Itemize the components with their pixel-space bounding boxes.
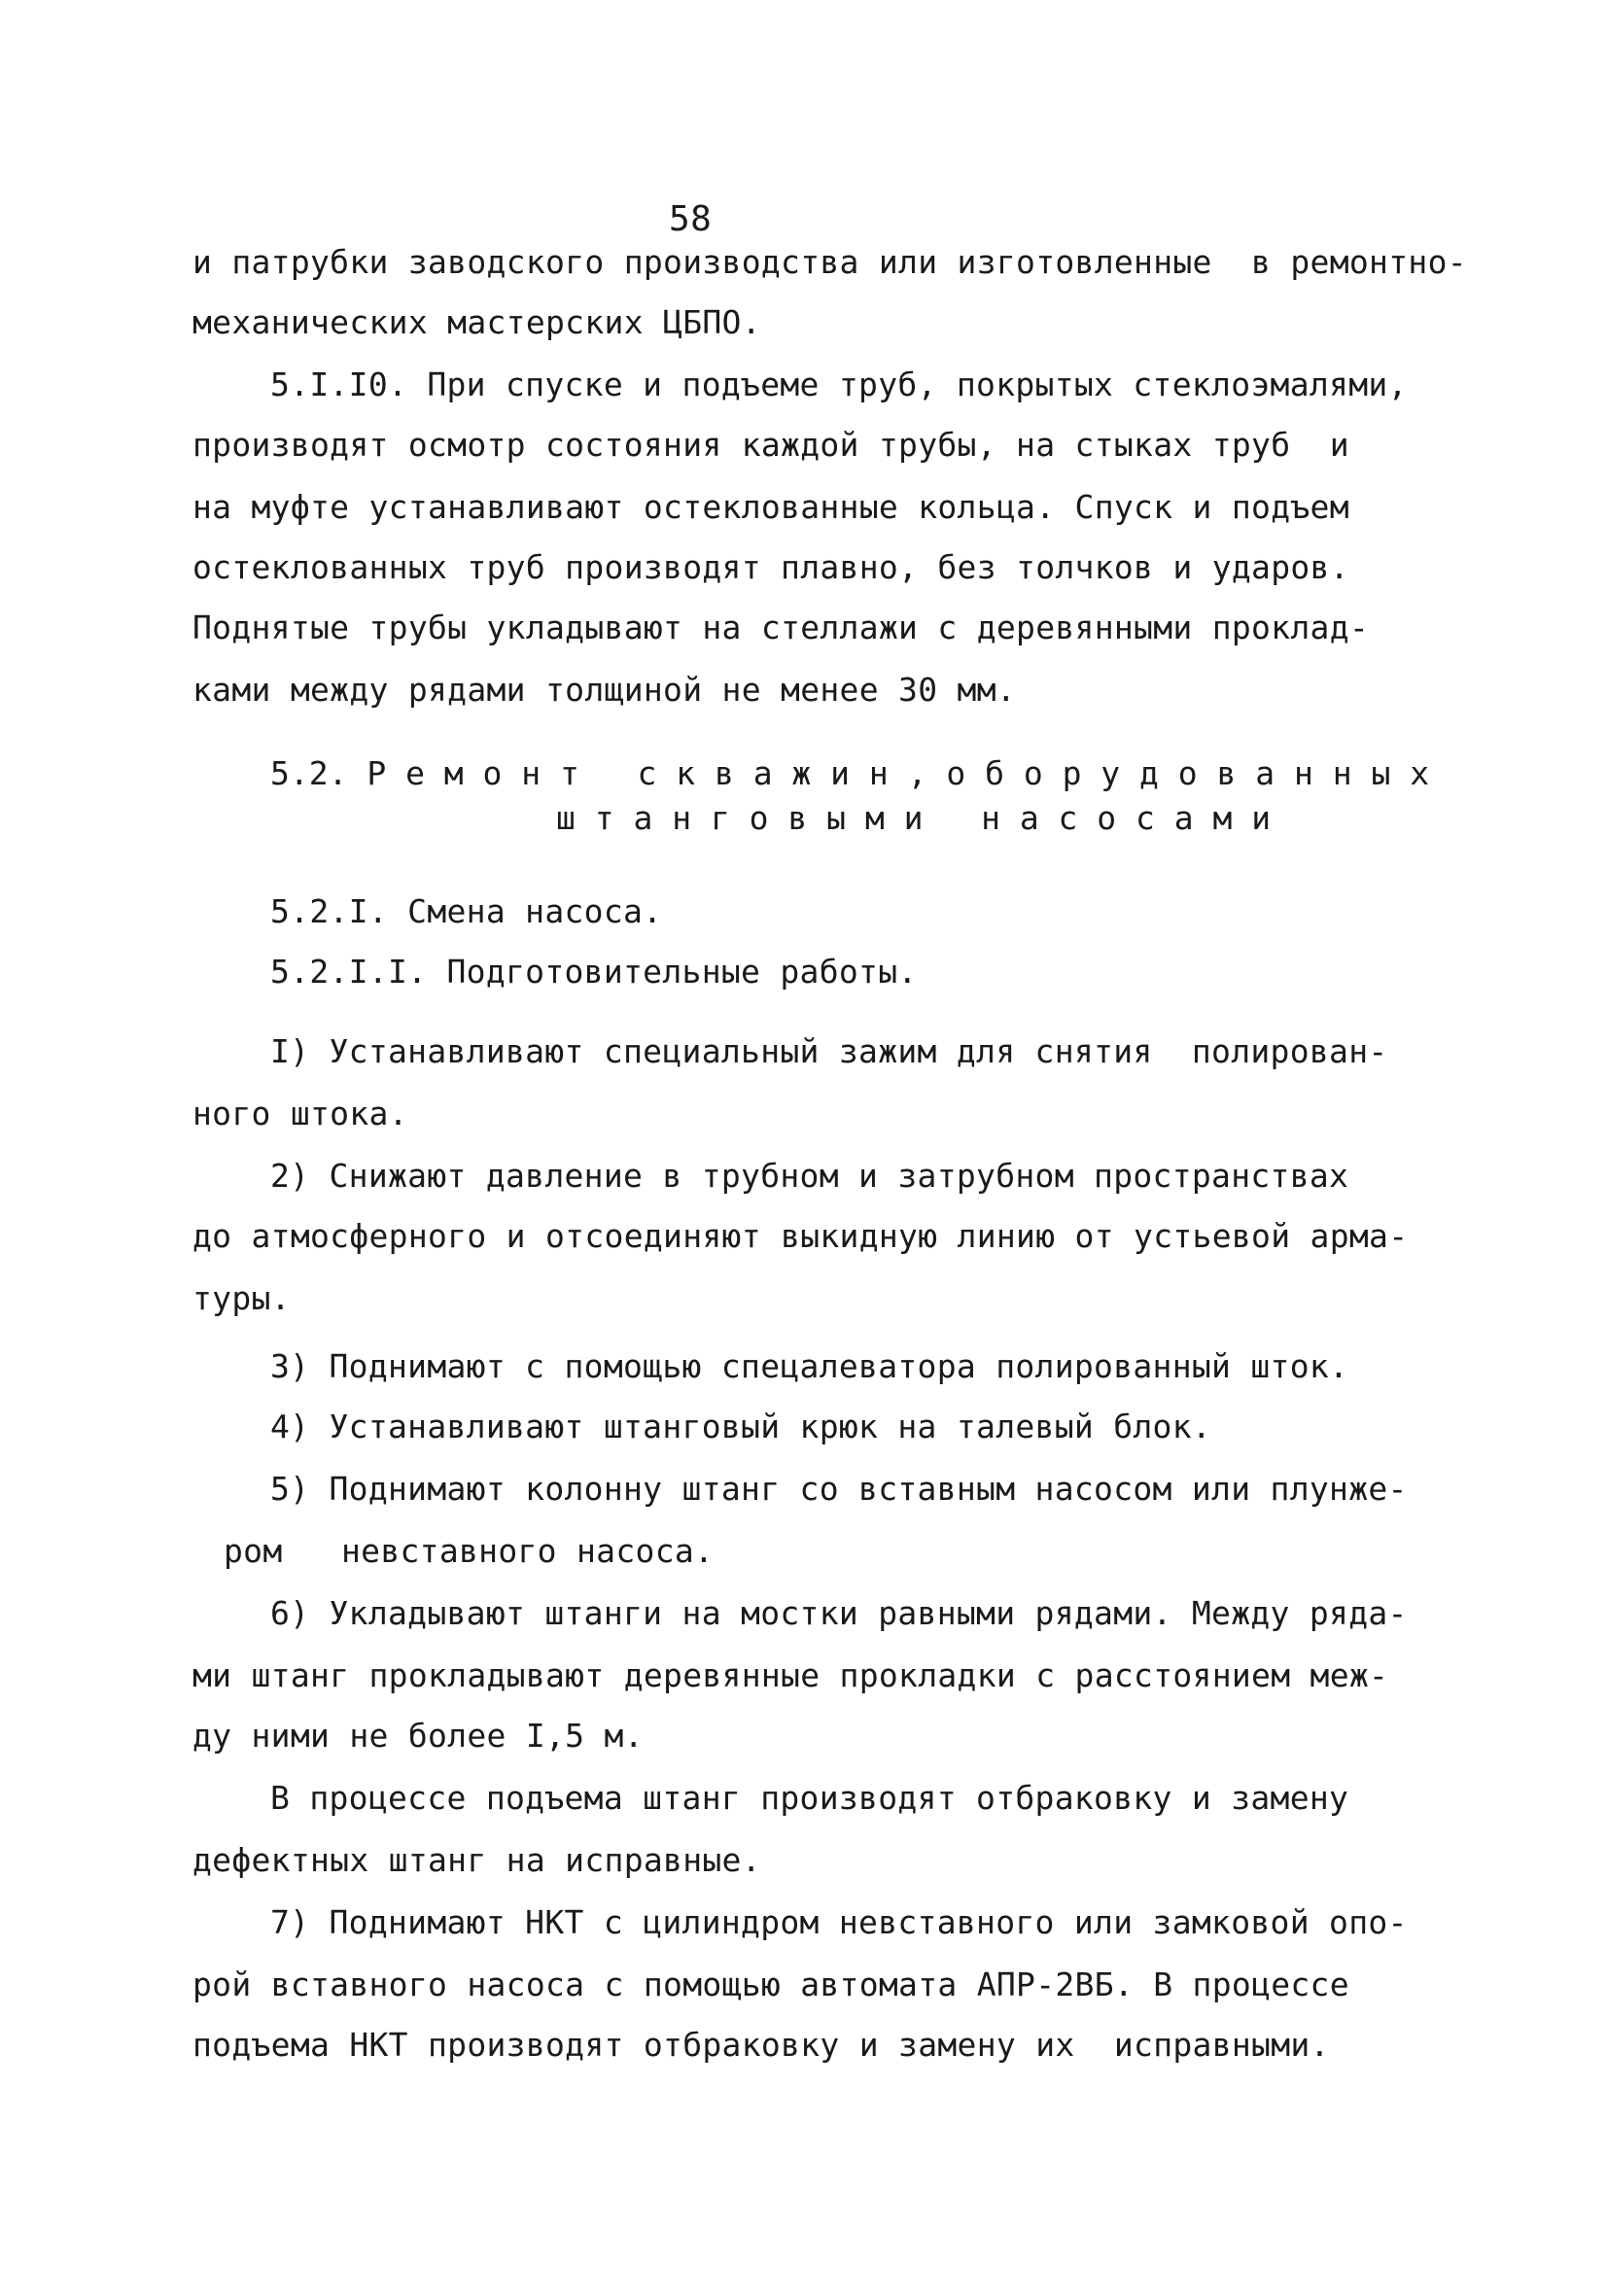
- list-item-line: 4) Устанавливают штанговый крюк на талевый блок.: [270, 1408, 1212, 1445]
- text-line: ками между рядами толщиной не менее 30 мм.: [192, 671, 1017, 709]
- text-line: до атмосферного и отсоединяют выкидную линию от устьевой арма-: [192, 1217, 1409, 1255]
- section-heading-line-2: ш т а н г о в ы м и н а с о с а м и: [556, 799, 1272, 837]
- subsection-heading: 5.2.I.I. Подготовительные работы.: [270, 953, 918, 991]
- text-line: рой вставного насоса с помощью автомата АПР-2ВБ. В процессе: [192, 1966, 1349, 2003]
- list-item-line: 7) Поднимают НКТ с цилиндром невставного или замковой опо-: [270, 1903, 1408, 1941]
- text-line: подъема НКТ производят отбраковку и замену их исправными.: [192, 2026, 1330, 2064]
- page-number: 58: [669, 199, 713, 239]
- text-line: Поднятые трубы укладывают на стеллажи с деревянными проклад-: [192, 609, 1370, 646]
- text-line: ного штока.: [192, 1095, 408, 1132]
- list-item-line: 2) Снижают давление в трубном и затрубном пространствах: [270, 1157, 1349, 1195]
- text-line: дефектных штанг на исправные.: [192, 1841, 761, 1879]
- text-line: ром невставного насоса.: [224, 1532, 715, 1570]
- subsection-heading: 5.2.I. Смена насоса.: [270, 892, 663, 930]
- section-heading-line-1: 5.2. Р е м о н т с к в а ж и н , о б о р у д о в а н н ы х: [270, 754, 1430, 792]
- list-item-line: I) Устанавливают специальный зажим для снятия полирован-: [270, 1032, 1388, 1070]
- text-line: на муфте устанавливают остеклованные кольца. Спуск и подъем: [192, 488, 1349, 526]
- text-line: ми штанг прокладывают деревянные прокладки с расстоянием меж-: [192, 1656, 1389, 1694]
- list-item-line: 3) Поднимают с помощью спецалеватора полированный шток.: [270, 1347, 1349, 1385]
- text-line: механических мастерских ЦБПО.: [192, 303, 761, 341]
- text-line: и патрубки заводского производства или изготовленные в ремонтно-: [192, 243, 1467, 281]
- text-line: туры.: [192, 1279, 291, 1317]
- paragraph-line: 5.I.I0. При спуске и подъеме труб, покрытых стеклоэмалями,: [270, 365, 1408, 403]
- list-item-line: 5) Поднимают колонну штанг со вставным насосом или плунже-: [270, 1470, 1408, 1508]
- text-line: ду ними не более I,5 м.: [192, 1717, 644, 1755]
- text-line: производят осмотр состояния каждой трубы, на стыках труб и: [192, 426, 1349, 464]
- paragraph-line: В процессе подъема штанг производят отбраковку и замену: [270, 1779, 1349, 1817]
- list-item-line: 6) Укладывают штанги на мостки равными рядами. Между ряда-: [270, 1594, 1408, 1632]
- text-line: остеклованных труб производят плавно, без толчков и ударов.: [192, 548, 1349, 586]
